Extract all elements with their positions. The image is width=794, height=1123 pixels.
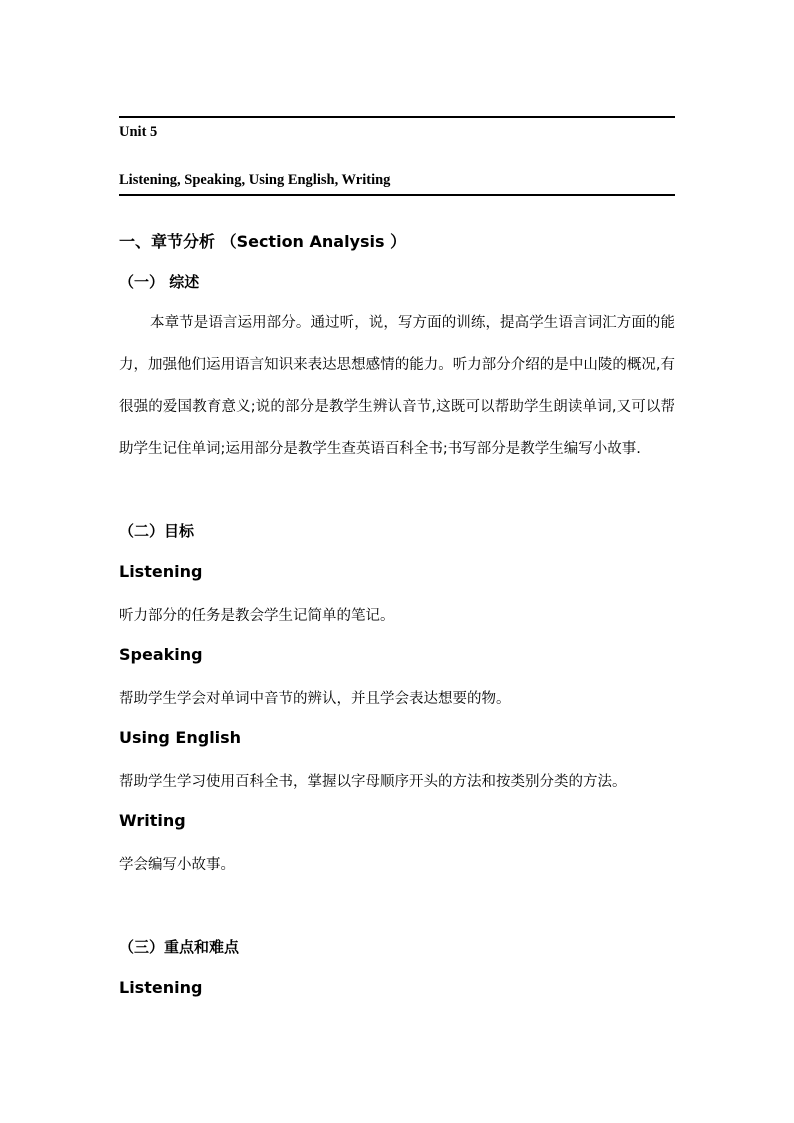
- goal-listening-title: Listening: [119, 562, 203, 581]
- keypoints-heading: （三）重点和难点: [119, 938, 240, 956]
- goal-speaking-title: Speaking: [119, 645, 203, 664]
- goal-using-english-text: 帮助学生学习使用百科全书，掌握以字母顺序开头的方法和按类别分类的方法。: [119, 774, 627, 790]
- overview-heading: （一） 综述: [119, 273, 200, 291]
- section-heading: 一、章节分析 （Section Analysis ）: [119, 232, 407, 251]
- goal-writing-text: 学会编写小故事。: [119, 857, 235, 873]
- unit-title: Unit 5: [119, 124, 158, 140]
- goals-heading: （二）目标: [119, 522, 195, 540]
- overview-paragraph: 本章节是语言运用部分。通过听，说，写方面的训练，提高学生语言词汇方面的能力，加强他们运用语言知识来表达思想感情的能力。听力部分介绍的是中山陵的概况,有很强的爱国教育意义;说的部分是教学生辨认音节,这既可以帮助学生朗读单词,又可以帮助学生记住单词;运用部分是教学生查英语百科全书;书写部分是教学生编写小故事.: [119, 315, 675, 457]
- unit-subtitle: Listening, Speaking, Using English, Writing: [119, 172, 391, 188]
- goal-using-english-title: Using English: [119, 728, 242, 747]
- header-bottom-rule: [119, 194, 675, 196]
- top-rule: [119, 116, 675, 118]
- goal-listening-text: 听力部分的任务是教会学生记简单的笔记。: [119, 608, 395, 624]
- goal-writing-title: Writing: [119, 811, 186, 830]
- goal-speaking-text: 帮助学生学会对单词中音节的辨认，并且学会表达想要的物。: [119, 691, 511, 707]
- keypoints-listening-title: Listening: [119, 978, 203, 997]
